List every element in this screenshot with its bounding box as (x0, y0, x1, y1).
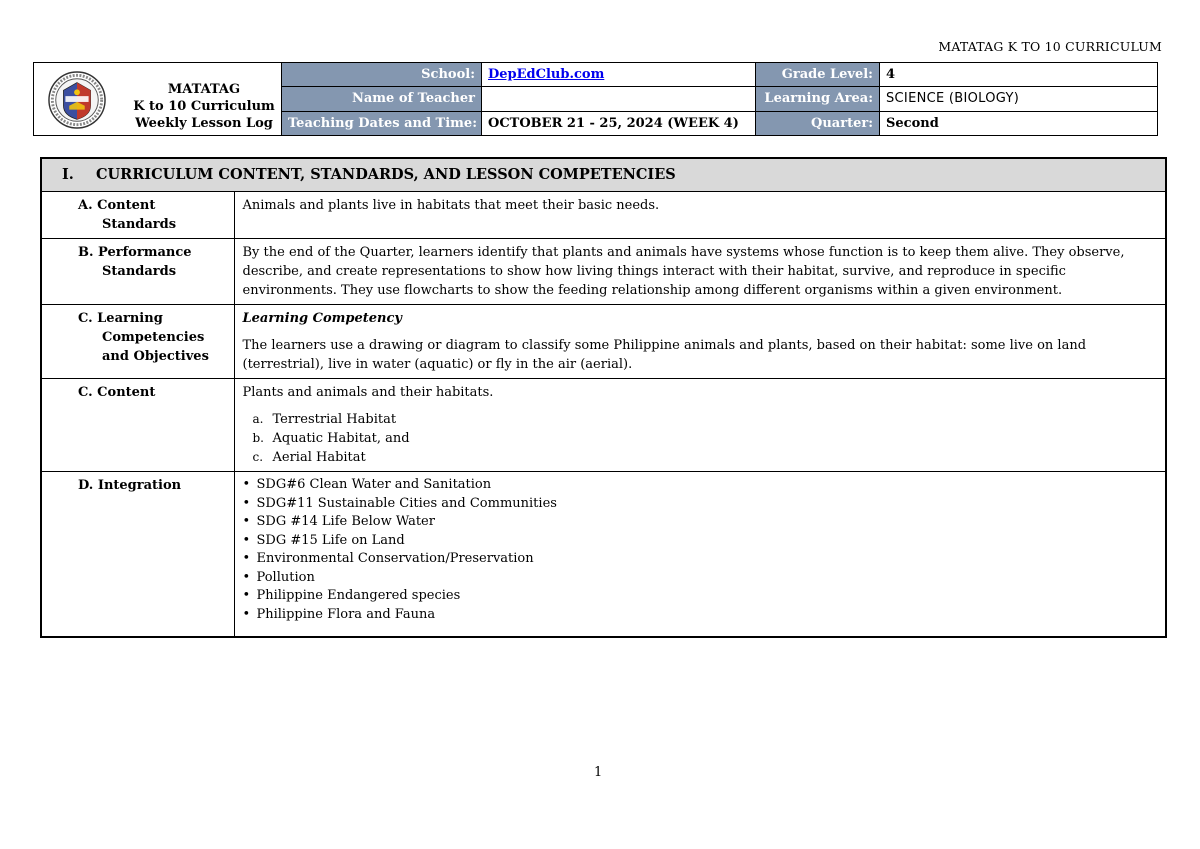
school-label: School: (282, 63, 482, 87)
performance-standards-label (41, 239, 234, 305)
table-row (41, 472, 1166, 638)
list-item-text: Pollution (256, 569, 315, 585)
teacher-label: Name of Teacher (282, 87, 482, 111)
grade-level-label: Grade Level: (756, 63, 880, 87)
quarter-value: Second (880, 111, 1158, 135)
list-item-text: Philippine Endangered species (256, 588, 461, 603)
list-item-text: Terrestrial Habitat (272, 412, 397, 427)
row-label-line: and Objectives (102, 349, 209, 364)
content-cell (234, 379, 1166, 472)
bullet-icon: • (242, 495, 251, 511)
learning-area-value: SCIENCE (BIOLOGY) (880, 87, 1158, 111)
list-item (243, 495, 1158, 514)
integration-list (234, 472, 1166, 638)
performance-standards-text: By the end of the Quarter, learners identify that plants and animals have systems whose function is to keep them alive. They observe, describe, and create representations to show how living things interact with their habitat, survive, and reproduce in specific environments. They use flowcharts to show the feeding relationship among different organisms within a given environment. (234, 239, 1166, 305)
table-row (41, 379, 1166, 472)
row-label-line: Competencies (102, 330, 205, 345)
bullet-icon: • (242, 588, 251, 603)
bullet-icon: • (242, 606, 251, 622)
section-title: CURRICULUM CONTENT, STANDARDS, AND LESSON COMPETENCIES (96, 166, 676, 183)
list-item (243, 448, 1158, 467)
list-item-text: SDG #14 Life Below Water (256, 514, 435, 529)
list-item (243, 587, 1158, 606)
list-item-text: SDG#6 Clean Water and Sanitation (256, 477, 492, 492)
list-marker: c. (252, 450, 264, 464)
page-number: 1 (594, 765, 603, 780)
content-intro: Plants and animals and their habitats. (242, 385, 494, 400)
curriculum-table (40, 157, 1167, 638)
table-row (41, 305, 1166, 379)
row-label-line: C. Learning (78, 311, 163, 326)
running-header: MATATAG K TO 10 CURRICULUM (938, 39, 1162, 54)
learning-competency-text: The learners use a drawing or diagram to classify some Philippine animals and plants, based on their habitat: some live on land (terrestrial), live in water (aquatic) or fly in the air (aerial). (242, 338, 1087, 372)
section-number: I. (62, 166, 74, 183)
grade-level-value: 4 (880, 63, 1158, 87)
table-row (41, 239, 1166, 305)
list-item (243, 569, 1158, 588)
teaching-dates-label: Teaching Dates and Time: (282, 111, 482, 135)
bullet-icon: • (242, 477, 251, 492)
logo-title-line: Weekly Lesson Log (135, 116, 273, 131)
list-marker: a. (252, 412, 264, 426)
list-item-text: Environmental Conservation/Preservation (256, 551, 534, 566)
logo-title-line: K to 10 Curriculum (133, 99, 275, 114)
integration-label: D. Integration (41, 472, 234, 638)
list-item-text: SDG #15 Life on Land (256, 532, 405, 548)
teaching-dates-value: OCTOBER 21 - 25, 2024 (WEEK 4) (482, 111, 756, 135)
list-item (243, 429, 1158, 448)
logo-title (114, 81, 282, 132)
deped-seal-icon (48, 71, 106, 129)
bullet-icon: • (242, 551, 251, 566)
lesson-log-header (33, 62, 1158, 136)
content-label: C. Content (41, 379, 234, 472)
school-link[interactable]: DepEdClub.com (488, 67, 605, 83)
list-item (243, 410, 1158, 429)
list-item (243, 606, 1158, 625)
table-row (41, 192, 1166, 239)
content-standards-label (41, 192, 234, 239)
bullet-icon: • (242, 514, 251, 529)
list-item (243, 476, 1158, 495)
list-marker: b. (252, 431, 264, 445)
row-label-line: Standards (102, 264, 177, 279)
list-item-text: Philippine Flora and Fauna (256, 606, 436, 622)
row-label-line: A. Content (78, 198, 156, 213)
list-item (243, 550, 1158, 569)
teacher-value (482, 87, 756, 111)
section-heading (41, 158, 1166, 192)
learning-area-label: Learning Area: (756, 87, 880, 111)
bullet-icon: • (242, 532, 251, 548)
list-item-text: Aerial Habitat (272, 450, 366, 465)
row-label-line: B. Performance (78, 245, 192, 260)
list-item (243, 513, 1158, 532)
logo-title-line: MATATAG (167, 82, 241, 97)
row-label-line: Standards (102, 217, 177, 232)
learning-competency-subtitle: Learning Competency (242, 311, 402, 326)
habitat-list (243, 410, 1158, 467)
content-standards-text: Animals and plants live in habitats that meet their basic needs. (234, 192, 1166, 239)
quarter-label: Quarter: (756, 111, 880, 135)
list-item (243, 532, 1158, 551)
list-item-text: SDG#11 Sustainable Cities and Communities (256, 495, 557, 511)
learning-competencies-cell (234, 305, 1166, 379)
list-item-text: Aquatic Habitat, and (272, 431, 410, 446)
learning-competencies-label (41, 305, 234, 379)
school-value (482, 63, 756, 87)
bullet-icon: • (242, 569, 251, 585)
logo-block (34, 63, 282, 136)
